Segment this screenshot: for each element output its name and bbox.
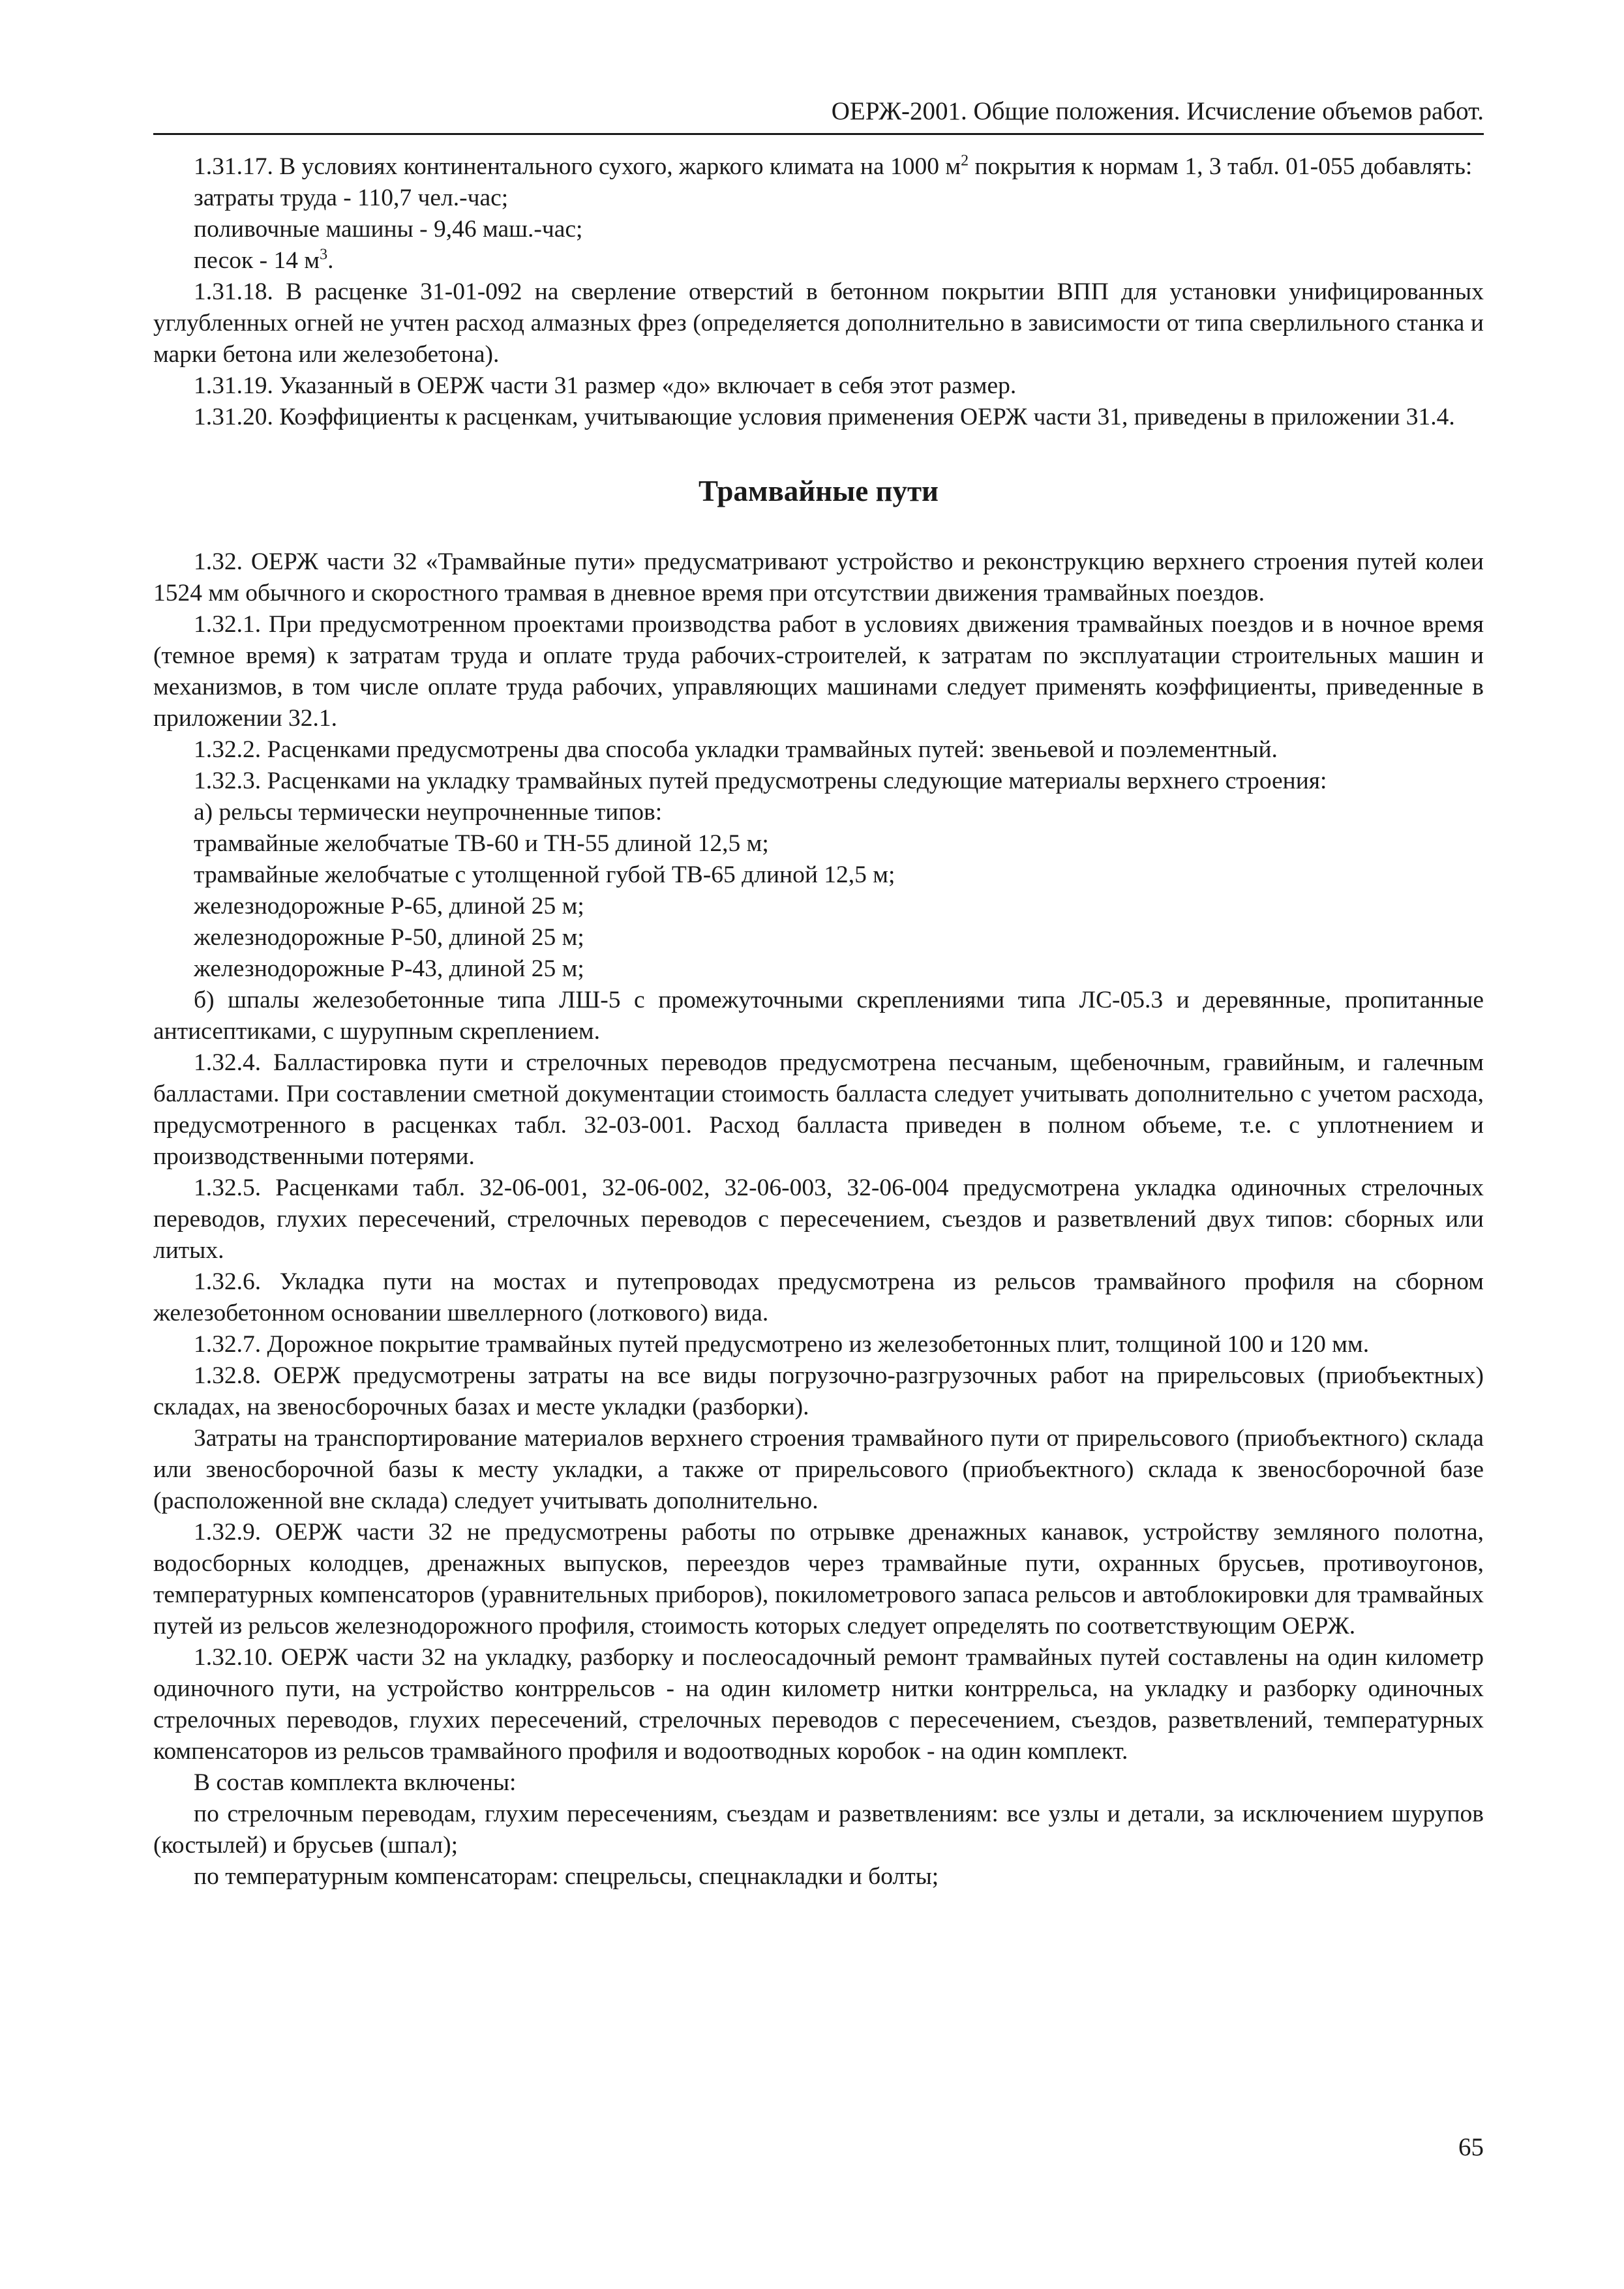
list-item: трамвайные желобчатые с утолщенной губой ТВ-65 длиной 12,5 м; — [194, 861, 895, 888]
paragraph-text: . — [327, 247, 334, 274]
paragraph-text: песок - 14 м — [194, 247, 320, 274]
paragraph-1-32-10: 1.32.10. ОЕРЖ части 32 на укладку, разборку и послеосадочный ремонт трамвайных путей составлены на один километр одиночного пути, на устройство контррельсов - на один километр нитки контррельса, на укладку и разборку одиночных стрелочных переводов, глухих пересечений, стрелочных переводов с пересечением, съездов, разветвлений, температурных компенсаторов из рельсов трамвайного профиля и водоотводных коробок - на один комплект. — [153, 1644, 1484, 1765]
watering-machines-line: поливочные машины - 9,46 маш.-час; — [194, 216, 583, 243]
set-intro: В состав комплекта включены: — [194, 1769, 517, 1796]
running-header: ОЕРЖ-2001. Общие положения. Исчисление объемов работ. — [831, 97, 1484, 125]
paragraph-text: 1.31.17. В условиях континентального сухого, жаркого климата на 1000 м — [194, 153, 961, 180]
paragraph-1-32-6: 1.32.6. Укладка пути на мостах и путепроводах предусмотрена из рельсов трамвайного профиля на сборном железобетонном основании швеллерного (лоткового) вида. — [153, 1268, 1484, 1326]
section-title: Трамвайные пути — [699, 475, 939, 507]
set-switches: по стрелочным переводам, глухим пересечениям, съездам и разветвлениям: все узлы и детали, за исключением шурупов (костылей) и брусьев (шпал); — [153, 1801, 1484, 1859]
list-item-b: б) шпалы железобетонные типа ЛШ-5 с промежуточными скреплениями типа ЛС-05.3 и деревянные, пропитанные антисептиками, с шурупным скреплением. — [153, 987, 1484, 1045]
paragraph-text: покрытия к нормам 1, 3 табл. 01-055 добавлять: — [969, 153, 1473, 180]
page-number: 65 — [1458, 2133, 1484, 2161]
paragraph-1-31-19: 1.31.19. Указанный в ОЕРЖ части 31 размер «до» включает в себя этот размер. — [194, 372, 1017, 399]
sand-line — [153, 245, 1484, 277]
paragraph-1-32-1: 1.32.1. При предусмотренном проектами производства работ в условиях движения трамвайных поездов и в ночное время (темное время) к затратам труда и оплате труда рабочих-строителей, к затратам по эксплуатации строительных машин и механизмов, в том числе оплате труда рабочих, управляющих машинами следует применять коэффициенты, приведенные в приложении 32.1. — [153, 611, 1484, 732]
list-item: железнодорожные Р-43, длиной 25 м; — [194, 955, 584, 982]
paragraph-1-32-8: 1.32.8. ОЕРЖ предусмотрены затраты на все виды погрузочно-разгрузочных работ на прирельсовых (приобъектных) складах, на звеносборочных базах и месте укладки (разборки). — [153, 1362, 1484, 1420]
paragraph-1-32: 1.32. ОЕРЖ части 32 «Трамвайные пути» предусматривают устройство и реконструкцию верхнего строения путей колеи 1524 мм обычного и скоростного трамвая в дневное время при отсутствии движения трамвайных поездов. — [153, 548, 1484, 606]
header-rule — [153, 133, 1484, 135]
paragraph-transport: Затраты на транспортирование материалов верхнего строения трамвайного пути от прирельсового (приобъектного) склада или звеносборочной базы к месту укладки, а также от прирельсового (приобъектного) склада к звеносборочной базе (расположенной вне склада) следует учитывать дополнительно. — [153, 1425, 1484, 1514]
paragraph-1-31-20: 1.31.20. Коэффициенты к расценкам, учитывающие условия применения ОЕРЖ части 31, приведены в приложении 31.4. — [194, 404, 1455, 430]
set-compensators: по температурным компенсаторам: спецрельсы, спецнакладки и болты; — [194, 1863, 939, 1890]
paragraph-1-31-18: 1.31.18. В расценке 31-01-092 на сверление отверстий в бетонном покрытии ВПП для установки унифицированных углубленных огней не учтен расход алмазных фрез (определяется дополнительно в зависимости от типа сверлильного станка и марки бетона или железобетона). — [153, 278, 1484, 368]
paragraph-1-32-9: 1.32.9. ОЕРЖ части 32 не предусмотрены работы по отрывке дренажных канавок, устройству земляного полотна, водосборных колодцев, дренажных выпусков, переездов через трамвайные пути, охранных брусьев, противоугонов, температурных компенсаторов (уравнительных приборов), покилометрового запаса рельсов и автоблокировки для трамвайных путей из рельсов железнодорожного профиля, стоимость которых следует определять по соответствующим ОЕРЖ. — [153, 1519, 1484, 1639]
labor-cost-line: затраты труда - 110,7 чел.-час; — [194, 185, 509, 211]
list-intro-a: а) рельсы термически неупрочненные типов: — [194, 799, 663, 826]
paragraph-1-32-3: 1.32.3. Расценками на укладку трамвайных путей предусмотрены следующие материалы верхнего строения: — [194, 768, 1327, 794]
paragraph-1-32-2: 1.32.2. Расценками предусмотрены два способа укладки трамвайных путей: звеньевой и поэлементный. — [194, 736, 1278, 763]
paragraph-1-32-4: 1.32.4. Балластировка пути и стрелочных переводов предусмотрена песчаным, щебеночным, гравийным, и галечным балластами. При составлении сметной документации стоимость балласта следует учитывать дополнительно с учетом расхода, предусмотренного в расценках табл. 32-03-001. Расход балласта приведен в полном объеме, т.е. с уплотнением и производственными потерями. — [153, 1049, 1484, 1170]
page-body — [153, 151, 1484, 1893]
paragraph-1-32-5: 1.32.5. Расценками табл. 32-06-001, 32-06-002, 32-06-003, 32-06-004 предусмотрена укладка одиночных стрелочных переводов, глухих пересечений, стрелочных переводов с пересечением, съездов и разветвлений двух типов: сборных или литых. — [153, 1174, 1484, 1264]
paragraph-1-31-17 — [153, 151, 1484, 183]
list-item: трамвайные желобчатые ТВ-60 и ТН-55 длиной 12,5 м; — [194, 830, 769, 857]
superscript: 2 — [961, 152, 969, 170]
list-item: железнодорожные Р-50, длиной 25 м; — [194, 924, 584, 951]
list-item: железнодорожные Р-65, длиной 25 м; — [194, 893, 584, 920]
paragraph-1-32-7: 1.32.7. Дорожное покрытие трамвайных путей предусмотрено из железобетонных плит, толщиной 100 и 120 мм. — [194, 1331, 1370, 1358]
superscript: 3 — [320, 246, 328, 263]
